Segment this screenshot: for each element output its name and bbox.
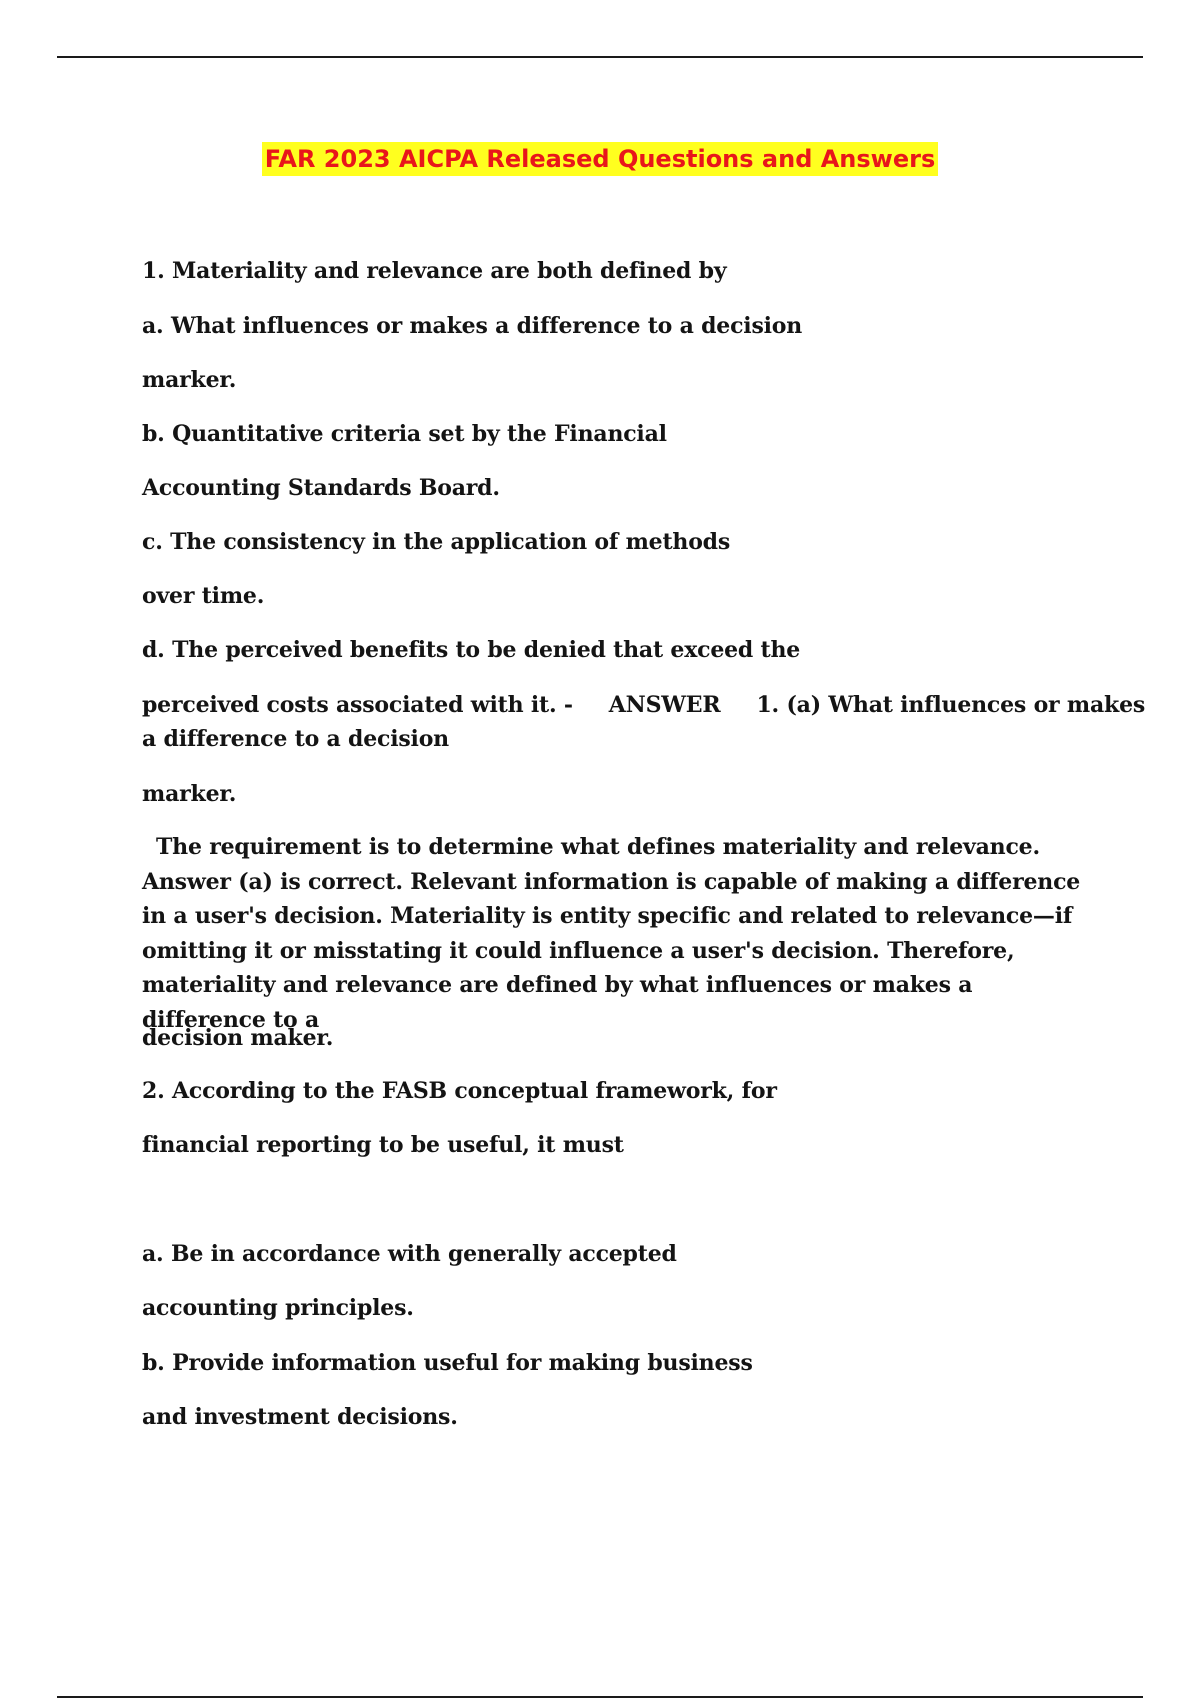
question-2-stem-cont: financial reporting to be useful, it must xyxy=(142,1132,624,1158)
question-1-option-c-cont: over time. xyxy=(142,583,265,609)
question-1-option-b-cont: Accounting Standards Board. xyxy=(142,475,500,501)
footer-rule xyxy=(57,1696,1143,1698)
answer-explanation xyxy=(142,830,1092,1037)
question-2-option-b-cont: and investment decisions. xyxy=(142,1404,458,1430)
answer-text-cont: a difference to a decision xyxy=(142,726,449,752)
answer-explanation-end: decision maker. xyxy=(142,1025,334,1051)
question-1-answer-line xyxy=(142,688,1145,722)
answer-text-end: marker. xyxy=(142,781,237,807)
header-rule xyxy=(57,56,1143,58)
question-1-option-a: a. What influences or makes a difference to a decision xyxy=(142,313,803,339)
question-2-stem: 2. According to the FASB conceptual framework, for xyxy=(142,1078,777,1104)
question-1-option-a-cont: marker. xyxy=(142,367,237,393)
answer-label: ANSWER xyxy=(608,692,721,718)
question-1-stem: 1. Materiality and relevance are both defined by xyxy=(142,258,727,284)
question-1-option-d: d. The perceived benefits to be denied that exceed the xyxy=(142,637,801,663)
answer-text: 1. (a) What influences or makes xyxy=(756,692,1146,718)
question-2-option-b: b. Provide information useful for making business xyxy=(142,1350,753,1376)
explanation-text: The requirement is to determine what defines materiality and relevance. Answer (a) is correct. Relevant information is capable of making a difference in a user's decision. Materiality is entity specific and related to relevance—if omitting it or misstating it could influence a user's decision. Therefore, materiality and relevance are defined by what influences or makes a difference to a xyxy=(142,834,1081,1033)
question-1-option-c: c. The consistency in the application of methods xyxy=(142,529,731,555)
question-2-option-a: a. Be in accordance with generally accepted xyxy=(142,1241,677,1267)
document-title: FAR 2023 AICPA Released Questions and Answers xyxy=(262,142,939,176)
question-1-option-b: b. Quantitative criteria set by the Financial xyxy=(142,421,667,447)
title-container xyxy=(0,142,1200,176)
question-2-option-a-cont: accounting principles. xyxy=(142,1295,414,1321)
question-1-option-d-cont: perceived costs associated with it. - xyxy=(142,692,573,718)
